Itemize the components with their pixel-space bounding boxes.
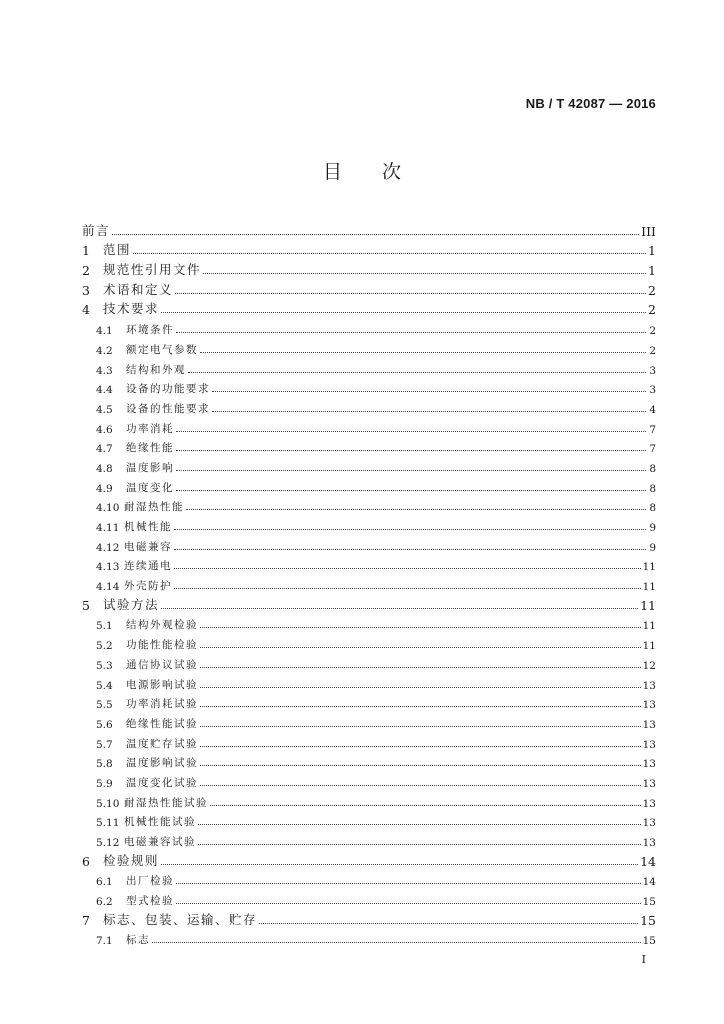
toc-entry-label: 外壳防护 xyxy=(124,580,172,593)
toc-entry-label: 功能性能检验 xyxy=(126,639,198,652)
toc-entry-number: 5.5 xyxy=(96,699,113,712)
toc-entry-label: 技术要求 xyxy=(103,301,160,317)
toc-entry-number: 4.11 xyxy=(96,522,120,534)
toc-entry[interactable] xyxy=(82,357,656,377)
toc-entry-page: 2 xyxy=(649,344,656,357)
toc-entry-label: 连续通电 xyxy=(124,560,172,573)
toc-entry-number: 4.6 xyxy=(96,423,113,436)
toc-entry-page: 1 xyxy=(648,263,656,279)
toc-entry-label: 耐湿热性能 xyxy=(124,501,184,514)
toc-entry[interactable] xyxy=(82,672,656,692)
toc-entry-page: 11 xyxy=(642,561,656,574)
toc-entry[interactable] xyxy=(82,317,656,337)
toc-entry-page: 13 xyxy=(642,718,656,731)
toc-entry-label: 通信协议试验 xyxy=(126,658,198,671)
toc-leader-dots xyxy=(176,883,641,884)
toc-entry-number: 5.12 xyxy=(96,837,120,849)
toc-entry-page: 9 xyxy=(649,522,656,534)
toc-leader-dots xyxy=(161,608,638,609)
page-number: I xyxy=(641,953,646,966)
toc-entry-number: 5.7 xyxy=(96,738,113,751)
toc-entry-page: 11 xyxy=(642,640,656,653)
toc-entry-label: 试验方法 xyxy=(103,596,160,612)
toc-entry[interactable] xyxy=(82,219,656,239)
toc-entry-label: 功率消耗 xyxy=(126,422,174,435)
standard-code: NB / T 42087 — 2016 xyxy=(525,96,656,111)
toc-entry-page: 13 xyxy=(642,699,656,712)
toc-entry[interactable] xyxy=(82,731,656,751)
toc-entry-page: 2 xyxy=(648,302,656,318)
toc-entry-label: 温度贮存试验 xyxy=(126,737,198,750)
toc-leader-dots xyxy=(176,431,646,432)
toc-entry-page: 9 xyxy=(649,541,656,554)
toc-leader-dots xyxy=(176,470,646,471)
toc-entry[interactable] xyxy=(82,416,656,436)
toc-entry-page: 15 xyxy=(640,912,656,928)
toc-leader-dots xyxy=(200,726,641,727)
toc-entry[interactable] xyxy=(82,337,656,357)
toc-entry-label: 规范性引用文件 xyxy=(103,262,202,278)
toc-entry-number: 7.1 xyxy=(96,935,113,948)
toc-entry-number: 4.4 xyxy=(96,384,113,397)
toc-entry-page: 12 xyxy=(642,659,656,672)
toc-entry-label: 绝缘性能试验 xyxy=(126,717,198,730)
toc-entry-number: 4.13 xyxy=(96,561,120,574)
toc-leader-dots xyxy=(200,352,646,353)
toc-title-part2: 次 xyxy=(382,161,402,183)
toc-entry[interactable] xyxy=(82,455,656,475)
toc-entry-number: 6.1 xyxy=(96,876,113,889)
toc-entry-label: 标志、包装、运输、贮存 xyxy=(103,911,258,927)
toc-entry-page: 15 xyxy=(642,896,656,909)
toc-leader-dots xyxy=(161,312,646,313)
toc-leader-dots xyxy=(152,942,641,943)
toc-leader-dots xyxy=(212,391,646,392)
toc-entry-page: III xyxy=(641,223,656,239)
toc-leader-dots xyxy=(174,529,646,530)
toc-leader-dots xyxy=(200,765,641,766)
toc-entry-page: 8 xyxy=(649,462,656,475)
toc-entry[interactable] xyxy=(82,810,656,830)
toc-entry[interactable] xyxy=(82,790,656,810)
toc-entry-number: 5.1 xyxy=(96,620,113,633)
toc-title xyxy=(0,157,724,184)
toc-entry-number: 4.2 xyxy=(96,344,113,357)
toc-entry[interactable] xyxy=(82,829,656,849)
toc-entry-label: 前言 xyxy=(82,222,111,238)
toc-entry[interactable] xyxy=(82,849,656,869)
toc-entry-number: 4.1 xyxy=(96,325,113,338)
toc-entry-label: 标志 xyxy=(126,934,150,947)
toc-entry-number: 2 xyxy=(82,263,90,279)
toc-entry-page: 4 xyxy=(649,403,656,416)
toc-entry-number: 3 xyxy=(82,282,90,298)
toc-entry[interactable] xyxy=(82,396,656,416)
toc-leader-dots xyxy=(203,273,646,274)
toc-entry-page: 2 xyxy=(649,325,656,338)
toc-entry[interactable] xyxy=(82,869,656,889)
toc-entry[interactable] xyxy=(82,554,656,574)
toc-entry-label: 绝缘性能 xyxy=(126,442,174,455)
toc-leader-dots xyxy=(210,805,641,806)
toc-entry-number: 4.9 xyxy=(96,482,113,495)
toc-entry[interactable] xyxy=(82,475,656,495)
toc-leader-dots xyxy=(200,667,641,668)
toc-entry[interactable] xyxy=(82,573,656,593)
toc-leader-dots xyxy=(175,293,646,294)
toc-entry-label: 设备的性能要求 xyxy=(126,402,210,415)
toc-entry-number: 4.8 xyxy=(96,462,113,475)
toc-entry[interactable] xyxy=(82,632,656,652)
toc-entry-number: 4.7 xyxy=(96,443,113,456)
toc-entry-page: 11 xyxy=(642,620,656,633)
toc-entry[interactable] xyxy=(82,613,656,633)
toc-leader-dots xyxy=(200,627,641,628)
toc-entry-page: 13 xyxy=(642,679,656,692)
toc-entry[interactable] xyxy=(82,436,656,456)
toc-entry-page: 3 xyxy=(649,364,656,377)
toc-entry-label: 耐湿热性能试验 xyxy=(124,796,208,809)
toc-entry-number: 4.5 xyxy=(96,403,113,416)
toc-leader-dots xyxy=(174,568,641,569)
toc-entry-page: 14 xyxy=(642,876,656,889)
toc-leader-dots xyxy=(112,234,639,235)
toc-entry-page: 15 xyxy=(642,935,656,948)
toc-leader-dots xyxy=(133,253,646,254)
toc-leader-dots xyxy=(200,746,641,747)
toc-entry-number: 5.3 xyxy=(96,659,113,672)
toc-entry-page: 11 xyxy=(640,597,656,613)
toc-entry-page: 14 xyxy=(640,853,656,869)
toc-entry[interactable] xyxy=(82,928,656,948)
toc-entry[interactable] xyxy=(82,908,656,928)
toc-entry-label: 结构外观检验 xyxy=(126,619,198,632)
table-of-contents xyxy=(82,219,656,947)
toc-entry-label: 电磁兼容试验 xyxy=(124,836,196,848)
toc-entry-label: 电磁兼容 xyxy=(124,540,172,553)
toc-entry-label: 范围 xyxy=(103,242,132,258)
toc-entry[interactable] xyxy=(82,495,656,515)
toc-entry-number: 4.14 xyxy=(96,581,120,594)
toc-entry[interactable] xyxy=(82,652,656,672)
toc-leader-dots xyxy=(198,824,641,825)
toc-entry-number: 5.11 xyxy=(96,817,120,830)
toc-leader-dots xyxy=(259,923,638,924)
toc-entry-number: 5.2 xyxy=(96,640,113,653)
toc-entry[interactable] xyxy=(82,692,656,712)
toc-entry-page: 13 xyxy=(642,837,656,849)
toc-entry-label: 额定电气参数 xyxy=(126,343,198,356)
toc-entry-page: 13 xyxy=(642,758,656,771)
toc-entry-label: 温度影响试验 xyxy=(126,757,198,770)
toc-entry-page: 8 xyxy=(649,502,656,515)
toc-entry-label: 温度影响 xyxy=(126,461,174,474)
toc-entry-number: 5.9 xyxy=(96,777,113,790)
toc-entry[interactable] xyxy=(82,278,656,298)
toc-leader-dots xyxy=(174,549,646,550)
toc-entry[interactable] xyxy=(82,888,656,908)
toc-leader-dots xyxy=(186,509,646,510)
toc-entry[interactable] xyxy=(82,239,656,259)
toc-entry-number: 4.10 xyxy=(96,502,120,515)
toc-entry-page: 13 xyxy=(642,817,656,830)
toc-entry[interactable] xyxy=(82,751,656,771)
toc-entry[interactable] xyxy=(82,534,656,554)
toc-entry-label: 出厂检验 xyxy=(126,875,174,888)
toc-entry-page: 2 xyxy=(648,282,656,298)
toc-leader-dots xyxy=(200,706,641,707)
toc-entry-page: 7 xyxy=(649,423,656,436)
toc-entry-number: 1 xyxy=(82,243,90,259)
toc-entry-page: 13 xyxy=(642,777,656,790)
toc-leader-dots xyxy=(176,332,646,333)
toc-leader-dots xyxy=(176,450,646,451)
toc-entry-page: 13 xyxy=(642,797,656,810)
toc-entry[interactable] xyxy=(82,593,656,613)
toc-entry[interactable] xyxy=(82,514,656,534)
toc-entry-number: 4 xyxy=(82,302,90,318)
toc-entry-label: 检验规则 xyxy=(103,852,160,868)
toc-entry-page: 8 xyxy=(649,482,656,495)
toc-leader-dots xyxy=(161,864,638,865)
toc-entry-page: 13 xyxy=(642,738,656,751)
toc-leader-dots xyxy=(212,411,646,412)
toc-leader-dots xyxy=(188,372,646,373)
toc-leader-dots xyxy=(198,844,641,845)
toc-entry-number: 5 xyxy=(82,597,90,613)
toc-leader-dots xyxy=(176,903,641,904)
toc-entry-number: 5.6 xyxy=(96,718,113,731)
toc-leader-dots xyxy=(200,687,641,688)
toc-entry-number: 6 xyxy=(82,853,90,869)
toc-entry-page: 3 xyxy=(649,384,656,397)
toc-entry-number: 4.12 xyxy=(96,541,120,554)
toc-entry[interactable] xyxy=(82,298,656,318)
toc-entry-page: 1 xyxy=(648,243,656,259)
toc-leader-dots xyxy=(176,490,646,491)
toc-leader-dots xyxy=(200,785,641,786)
toc-leader-dots xyxy=(200,647,641,648)
toc-entry-number: 5.4 xyxy=(96,679,113,692)
toc-entry-number: 6.2 xyxy=(96,896,113,909)
toc-entry-label: 温度变化试验 xyxy=(126,776,198,789)
toc-entry[interactable] xyxy=(82,711,656,731)
toc-entry-label: 功率消耗试验 xyxy=(126,698,198,711)
toc-entry-label: 型式检验 xyxy=(126,895,174,908)
toc-entry-label: 术语和定义 xyxy=(103,281,174,297)
toc-title-part1: 目 xyxy=(322,161,342,183)
toc-entry-number: 5.8 xyxy=(96,758,113,771)
toc-leader-dots xyxy=(174,588,641,589)
toc-entry[interactable] xyxy=(82,770,656,790)
toc-entry[interactable] xyxy=(82,377,656,397)
toc-entry-label: 结构和外观 xyxy=(126,363,186,376)
toc-entry-page: 11 xyxy=(642,581,656,594)
toc-entry-label: 电源影响试验 xyxy=(126,678,198,691)
toc-entry-number: 7 xyxy=(82,912,90,928)
toc-entry-number: 5.10 xyxy=(96,797,120,810)
toc-entry-label: 温度变化 xyxy=(126,481,174,494)
toc-entry-label: 机械性能试验 xyxy=(124,816,196,829)
toc-entry-page: 7 xyxy=(649,443,656,456)
toc-entry-label: 环境条件 xyxy=(126,324,174,337)
toc-entry-number: 4.3 xyxy=(96,364,113,377)
toc-entry-label: 机械性能 xyxy=(124,521,172,533)
toc-entry[interactable] xyxy=(82,258,656,278)
toc-entry-label: 设备的功能要求 xyxy=(126,383,210,396)
